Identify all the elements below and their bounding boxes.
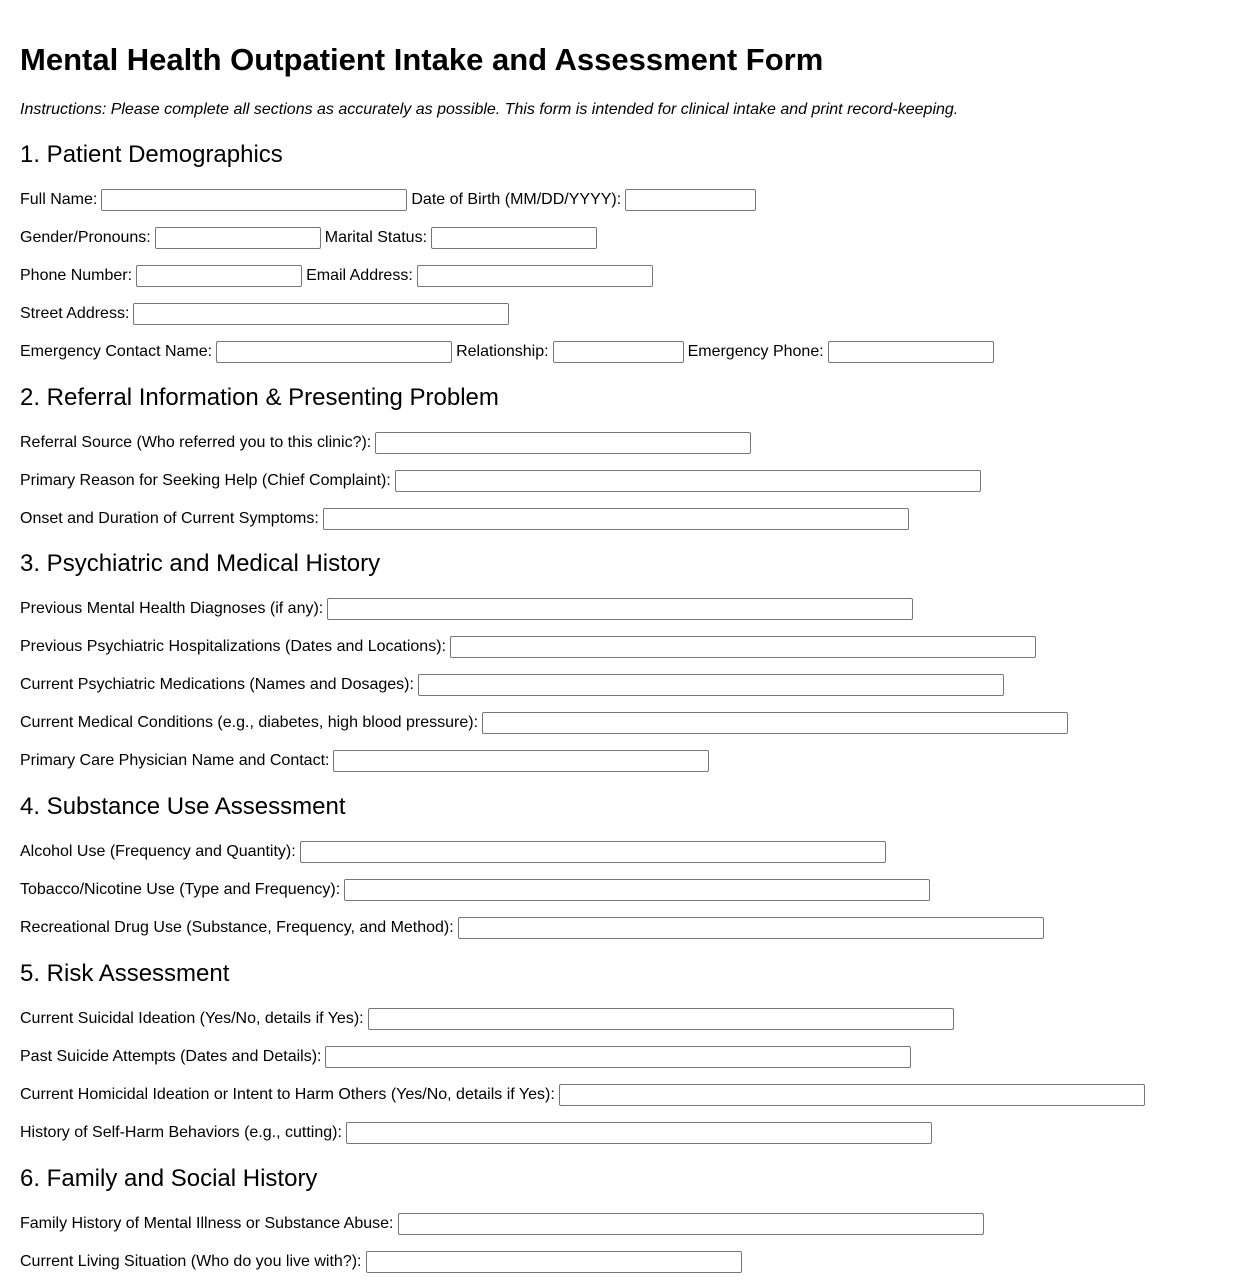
gender-label: Gender/Pronouns: [20,229,151,246]
family-history-label: Family History of Mental Illness or Substance Abuse: [20,1215,394,1232]
full-name-label: Full Name: [20,191,98,208]
hospitalizations-input[interactable] [450,636,1036,658]
email-label: Email Address: [306,267,413,284]
suicidal-ideation-label: Current Suicidal Ideation (Yes/No, details if Yes): [20,1010,364,1027]
chief-complaint-label: Primary Reason for Seeking Help (Chief Complaint): [20,472,391,489]
marital-status-input[interactable] [431,227,597,249]
page-title: Mental Health Outpatient Intake and Assessment Form [20,42,824,77]
emergency-contact-label: Emergency Contact Name: [20,343,213,360]
phone-input[interactable] [136,265,302,287]
medical-conditions-label: Current Medical Conditions (e.g., diabetes, high blood pressure): [20,714,479,731]
homicidal-ideation-input[interactable] [559,1084,1145,1106]
diagnoses-label: Previous Mental Health Diagnoses (if any): [20,600,324,617]
section-heading-history: 3. Psychiatric and Medical History [20,550,381,577]
referral-source-input[interactable] [375,432,751,454]
emergency-phone-label: Emergency Phone: [687,343,824,360]
diagnoses-input[interactable] [327,598,913,620]
section-heading-family: 6. Family and Social History [20,1165,318,1192]
row-drugs [20,917,1048,939]
medications-label: Current Psychiatric Medications (Names and Dosages): [20,676,414,693]
row-onset [20,508,913,530]
gender-input[interactable] [155,227,321,249]
tobacco-label: Tobacco/Nicotine Use (Type and Frequency): [20,881,341,898]
row-alcohol [20,841,890,863]
medical-conditions-input[interactable] [482,712,1068,734]
suicide-attempts-label: Past Suicide Attempts (Dates and Details): [20,1048,322,1065]
row-pcp [20,750,713,772]
self-harm-input[interactable] [346,1122,932,1144]
street-address-input[interactable] [133,303,509,325]
dob-label: Date of Birth (MM/DD/YYYY): [411,191,622,208]
row-living [20,1251,746,1273]
drug-use-label: Recreational Drug Use (Substance, Frequency, and Method): [20,919,454,936]
phone-label: Phone Number: [20,267,133,284]
row-diagnoses [20,598,917,620]
suicide-attempts-input[interactable] [325,1046,911,1068]
medications-input[interactable] [418,674,1004,696]
marital-status-label: Marital Status: [324,229,428,246]
referral-source-label: Referral Source (Who referred you to this clinic?): [20,434,372,451]
self-harm-label: History of Self-Harm Behaviors (e.g., cutting): [20,1124,342,1141]
section-heading-referral: 2. Referral Information & Presenting Problem [20,384,499,411]
onset-label: Onset and Duration of Current Symptoms: [20,510,319,527]
row-medications [20,674,1008,696]
living-situation-input[interactable] [366,1251,742,1273]
full-name-input[interactable] [101,189,407,211]
row-family [20,1213,988,1235]
row-street [20,303,513,325]
emergency-phone-input[interactable] [828,341,994,363]
relationship-label: Relationship: [456,343,549,360]
row-tobacco [20,879,934,901]
row-homicidal [20,1084,1149,1106]
row-hospitalizations [20,636,1040,658]
row-name-dob [20,189,760,211]
row-suicidal [20,1008,958,1030]
section-heading-risk: 5. Risk Assessment [20,960,230,987]
hospitalizations-label: Previous Psychiatric Hospitalizations (Dates and Locations): [20,638,446,655]
section-heading-demographics: 1. Patient Demographics [20,141,283,168]
emergency-contact-input[interactable] [216,341,452,363]
alcohol-label: Alcohol Use (Frequency and Quantity): [20,843,296,860]
chief-complaint-input[interactable] [395,470,981,492]
row-phone-email [20,265,657,287]
dob-input[interactable] [625,189,756,211]
relationship-input[interactable] [553,341,684,363]
homicidal-ideation-label: Current Homicidal Ideation or Intent to Harm Others (Yes/No, details if Yes): [20,1086,555,1103]
form-instructions: Instructions: Please complete all sections as accurately as possible. This form is intended for clinical intake and print record-keeping. [20,101,959,118]
row-conditions [20,712,1072,734]
pcp-label: Primary Care Physician Name and Contact: [20,752,330,769]
row-gender-marital [20,227,601,249]
onset-input[interactable] [323,508,909,530]
suicidal-ideation-input[interactable] [368,1008,954,1030]
street-address-label: Street Address: [20,305,130,322]
row-reason [20,470,985,492]
alcohol-input[interactable] [300,841,886,863]
family-history-input[interactable] [398,1213,984,1235]
living-situation-label: Current Living Situation (Who do you live with?): [20,1253,362,1270]
row-selfharm [20,1122,936,1144]
section-heading-substance: 4. Substance Use Assessment [20,793,346,820]
row-referral [20,432,755,454]
pcp-input[interactable] [333,750,709,772]
email-input[interactable] [417,265,653,287]
tobacco-input[interactable] [344,879,930,901]
row-emergency [20,341,998,363]
drug-use-input[interactable] [458,917,1044,939]
row-attempts [20,1046,915,1068]
